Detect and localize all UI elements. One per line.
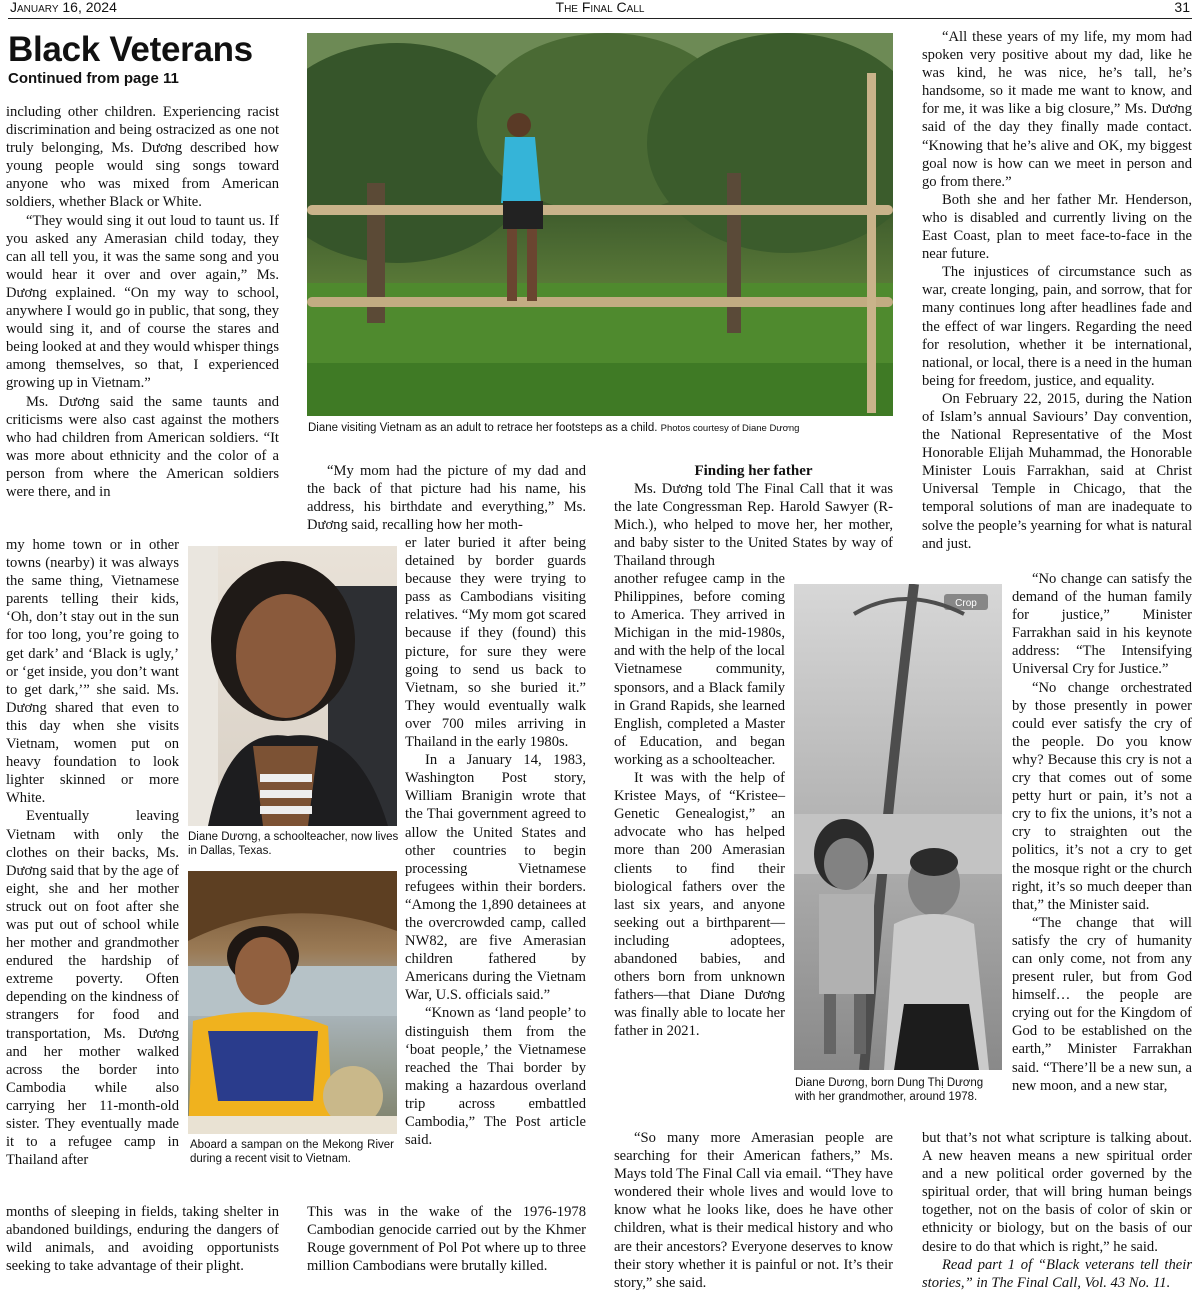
col4-p2: Both she and her father Mr. Henderson, who is disabled and currently living on the East Coast, plan to meet face-to-face in the near future. — [922, 191, 1192, 263]
col2-p2: In a January 14, 1983, Washington Post story, William Branigin wrote that the Thai government agreed to allow the United States and other countries to begin processing Vietnamese refugees within their borders. “Among the 1,890 detainees at the overcrowded camp, called NW82, are five Amerasian children fathered by Americans during the Vietnam War, U.S. officials said.” — [405, 752, 586, 1004]
col4-narrow — [1012, 570, 1192, 1095]
col4-top — [922, 28, 1192, 553]
col1-p4: Eventually leaving Vietnam with only the clothes on their backs, Ms. Dương said that by the age of eight, she and her mother struck out on foot after she was put out of school while her mother and grandmother endured the hardship of extreme poverty. Often depending on the kindness of strangers for food and transportation, Ms. Dương and her mother walked across the border into Cambodia while also carrying her 11-month-old sister. They eventually made it to a refugee camp in Thailand after — [6, 808, 179, 1169]
col2-p1b: er later buried it after being detained by border guards because they were trying to pass as Cambodians visiting relatives. “My mom got scared because if they (found) this picture, for sure they were going to send us back to Vietnam, so she buried it.” They would eventually walk over 700 miles arriving in Thailand in the early 1980s. — [405, 535, 586, 751]
headline: Black Veterans — [8, 30, 253, 69]
main-photo-art — [307, 33, 893, 416]
col4-p1: “All these years of my life, my mom had spoken very positive about my dad, like he was kind, he was nice, he’s tall, he’s handsome, so it made me want to know, and for me, it was like a big closure,” Ms. Dương said of the day they finally made contact. “Knowing that he’s alive and OK, my biggest goal now is how can we meet in person and go from there.” — [922, 29, 1192, 190]
main-photo — [307, 33, 893, 416]
grandmother-photo-art — [794, 584, 1002, 1070]
sampan-photo — [188, 871, 397, 1134]
col3-p3: “So many more Amerasian people are searching for their American fathers,” Ms. Mays told The Final Call via email. “They have wondered their whole lives and would love to know what he looks like, does he have other children, what is their medical history and who are their ancestors? Everyone deserves to know their story whether it is painful or not. It’s their story,” she said. — [614, 1130, 893, 1291]
col3-p1a: Ms. Dương told The Final Call that it was the late Congressman Rep. Harold Sawyer (R-Mich.), who helped to move her, her mother, and baby sister to the United States by way of Thailand through — [614, 481, 893, 570]
col1-narrow — [6, 536, 179, 1169]
crop-tag: Crop — [955, 598, 977, 609]
sampan-caption: Aboard a sampan on the Mekong River during a recent visit to Vietnam. — [190, 1139, 394, 1165]
portrait-caption: Diane Dương, a schoolteacher, now lives in Dallas, Texas. — [188, 831, 399, 857]
col1-top — [6, 103, 279, 501]
col3-top — [614, 462, 893, 571]
col2-p4: This was in the wake of the 1976-1978 Cambodian genocide carried out by the Khmer Rouge government of Pol Pot where up to three million Cambodians were brutally killed. — [307, 1204, 586, 1275]
col4-p6: “No change orchestrated by those presently in power could ever satisfy the cry of the people. Do you know why? Because this cry is not a cry that comes out of some petty hurt or pain, it’s not a cry to fix the unions, it’s not a cry to straighten out the politics, it’s not a cry to get the mosque right or the church right, it’s so much deeper than that,” the Minister said. — [1012, 679, 1192, 913]
grandmother-photo — [794, 584, 1002, 1070]
paper-name: The Final Call — [555, 0, 645, 15]
main-photo-caption — [308, 421, 898, 436]
grandmother-caption: Diane Dương, born Dung Thị Dương with her grandmother, around 1978. — [795, 1077, 984, 1103]
col3-narrow — [614, 570, 785, 1040]
col1-p3a: Ms. Dương said the same taunts and criticisms were also cast against the mothers who had children from American soldiers. “It was more about ethnicity and the color of a person from where the American soldiers were there, and in — [6, 393, 279, 500]
col2-p1a: “My mom had the picture of my dad and the back of that picture had his name, his address, his birthdate and everything,” Ms. Dương said, recalling how her moth- — [307, 463, 586, 534]
col2-bottom — [307, 1203, 586, 1275]
col3-p1b: another refugee camp in the Philippines, before coming to America. They arrived in Michigan in the mid-1980s, and with the help of the local Vietnamese community, sponsors, and a Black family in Grand Rapids, she learned English, completed a Master of Education, and began working as a schoolteacher. — [614, 571, 785, 768]
col2-p3: “Known as ‘land people’ to distinguish them from the ‘boat people,’ the Vietnamese reached the Thai border by making a hazardous overland trip across embattled Cambodia,” The Post article said. — [405, 1005, 586, 1149]
col1-p1: including other children. Experiencing racist discrimination and being ostracized as one not truly belonging, Ms. Dương described how young people would sing songs toward anyone who was mixed from American soldiers, whether Black or White. — [6, 104, 279, 211]
col3-bottom — [614, 1129, 893, 1292]
col4-p4: On February 22, 2015, during the Nation of Islam’s annual Saviours’ Day convention, the National Representative of the Most Honorable Elijah Muhammad, the Honorable Minister Louis Farrakhan, said at Christ Universal Temple in Chicago, that the temporal solutions of man are inadequate to solve the people’s yearning for what is natural and just. — [922, 390, 1192, 552]
continued-line: Continued from page 11 — [8, 70, 179, 87]
col4-footer-note: Read part 1 of “Black veterans tell their stories,” in The Final Call, Vol. 43 No. 11. — [922, 1256, 1192, 1291]
col1-p4b: months of sleeping in fields, taking shelter in abandoned buildings, enduring the dangers of wild animals, and avoiding opportunists seeking to take advantage of their plight. — [6, 1204, 279, 1275]
col3-subhead: Finding her father — [694, 463, 813, 479]
col2-narrow — [405, 534, 586, 1149]
portrait-photo — [188, 546, 397, 826]
col1-p3b: my home town or in other towns (nearby) it was always the same thing, Vietnamese parents telling their kids, ‘Oh, don’t stay out in the sun for too long, you’re going to get dark’ and ‘Black is ugly,’ or ‘get inside, you don’t want to get dark,’” she said. Ms. Dương shared that even to this day when she visits Vietnam, women put on heavy foundation to look lighter skinned or more White. — [6, 537, 179, 807]
col3-p2: It was with the help of Kristee Mays, of “Kristee–Genetic Genealogist,” an advocate who has helped more than 200 Amerasian clients to find their biological fathers over the last six years, and anyone seeking out a birthparent—including adoptees, abandoned babies, and others born from unknown fathers—that Diane Dương was finally able to locate her father in 2021. — [614, 770, 785, 1040]
col4-bottom — [922, 1129, 1192, 1292]
main-caption-text: Diane visiting Vietnam as an adult to retrace her footsteps as a child. — [308, 422, 658, 434]
sampan-photo-art — [188, 871, 397, 1134]
col4-p7b: but that’s not what scripture is talking about. A new heaven means a new spiritual order and a new political order governed by the spiritual order, that will bring human beings together, not on the basis of color of skin or ethnicity or biology, but on the basis of our desire to do that which is right,” he said. — [922, 1130, 1192, 1255]
photo-credit: Photos courtesy of Diane Dương — [660, 423, 800, 434]
col2-top — [307, 462, 586, 534]
portrait-photo-art — [188, 546, 397, 826]
page-number: 31 — [1174, 0, 1190, 15]
page-header — [8, 0, 1192, 19]
col4-p3: The injustices of circumstance such as war, create longing, pain, and sorrow, that for many continues long after headlines fade and the effect of war lingers. Regarding the need for resolution, whether it be international, national, or local, there is a need in the human being for freedom, justice, and equality. — [922, 264, 1192, 389]
col1-bottom — [6, 1203, 279, 1275]
col1-p2: “They would sing it out loud to taunt us. If you asked any Amerasian child today, they can all tell you, it was the same song and you would hear it over and over again,” Ms. Dương explained. “On my way to school, anywhere I would go in public, that song, they would sing it, and of course the stares and being looked at and they would whisper things among themselves, so that, I experienced growing up in Vietnam.” — [6, 212, 279, 392]
col4-p7a: “The change that will satisfy the cry of humanity can only come, not from any present ruler, but from God himself… the people are crying out for the Kingdom of God to be established on the earth,” Minister Farrakhan said. “There’ll be a new sun, a new moon, and a new star, — [1012, 914, 1192, 1094]
issue-date: January 16, 2024 — [10, 0, 117, 15]
col4-p5: “No change can satisfy the demand of the human family for justice,” Minister Farrakhan said in his keynote address: “The Intensifying Universal Cry for Justice.” — [1012, 571, 1192, 678]
